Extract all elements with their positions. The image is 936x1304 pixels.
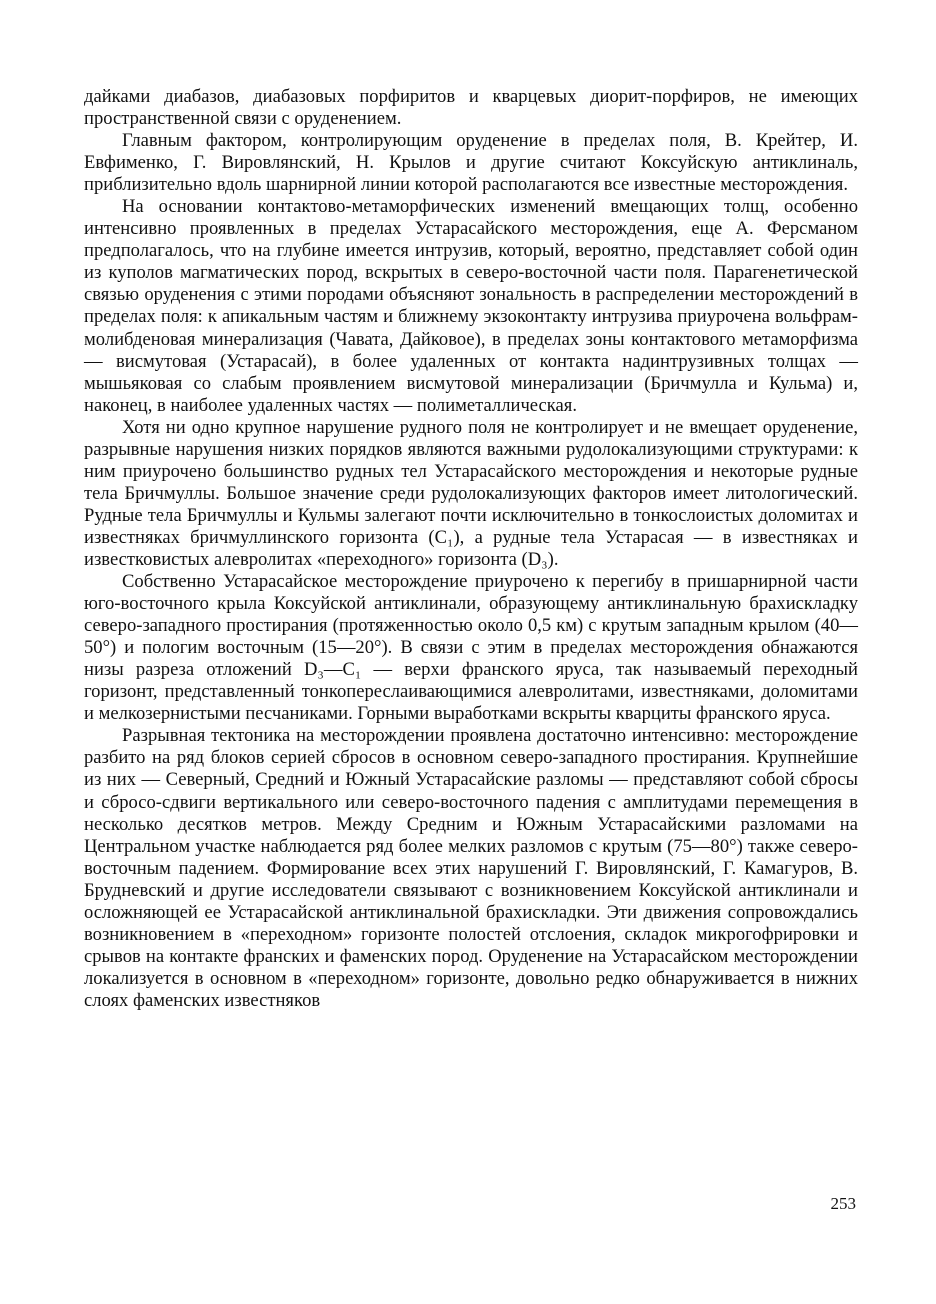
paragraph-5: Собственно Устарасайское месторождение приурочено к перегибу в пришарнирной части юго-восточного крыла Коксуйской антиклинали, образующему антиклинальную брахискладку северо-западного простирания (протяженностью около 0,5 км) с крутым западным крылом (40—50°) и пологим восточным (15—20°). В связи с этим в пределах месторождения обнажаются низы разреза отложений D₃—C₁ — верхи франского яруса, так называемый переходный горизонт, представленный тонкопереслаивающимися алевролитами, известняками, доломитами и мелкозернистыми песчаниками. Горными выработками вскрыты кварциты франского яруса. — [84, 571, 858, 725]
page-body — [84, 86, 858, 1012]
page-number: 253 — [830, 1194, 856, 1213]
paragraph-2: Главным фактором, контролирующим оруденение в пределах поля, В. Крейтер, И. Евфименко, Г. Вировлянский, Н. Крылов и другие считают Коксуйскую антиклиналь, приблизительно вдоль шарнирной линии которой располагаются все известные месторождения. — [84, 130, 858, 196]
paragraph-4: Хотя ни одно крупное нарушение рудного поля не контролирует и не вмещает оруденение, разрывные нарушения низких порядков являются важными рудолокализующими структурами: к ним приурочено большинство рудных тел Устарасайского месторождения и некоторые рудные тела Бричмуллы. Большое значение среди рудолокализующих факторов имеет литологический. Рудные тела Бричмуллы и Кульмы залегают почти исключительно в тонкослоистых доломитах и известняках бричмуллинского горизонта (C₁), а рудные тела Устарасая — в известняках и известковистых алевролитах «переходного» горизонта (D₃). — [84, 416, 858, 570]
paragraph-6: Разрывная тектоника на месторождении проявлена достаточно интенсивно: месторождение разбито на ряд блоков серией сбросов в основном северо-западного простирания. Крупнейшие из них — Северный, Средний и Южный Устарасайские разломы — представляют собой сбросы и сбросо-сдвиги вертикального или северо-восточного падения с амплитудами перемещения в несколько десятков метров. Между Средним и Южным Устарасайскими разломами на Центральном участке наблюдается ряд более мелких разломов с крутым (75—80°) также северо-восточным падением. Формирование всех этих нарушений Г. Вировлянский, Г. Камагуров, В. Брудневский и другие исследователи связывают с возникновением Коксуйской антиклинали и осложняющей ее Устарасайской антиклинальной брахискладки. Эти движения сопровождались возникновением в «переходном» горизонте полостей отслоения, складок микрогофрировки и срывов на контакте франских и фаменских пород. Оруденение на Устарасайском месторождении локализуется в основном в «переходном» горизонте, довольно редко обнаруживается в нижних слоях фаменских известняков — [84, 725, 858, 1011]
paragraph-3: На основании контактово-метаморфических изменений вмещающих толщ, особенно интенсивно проявленных в пределах Устарасайского месторождения, еще А. Ферсманом предполагалось, что на глубине имеется интрузив, который, вероятно, представляет собой один из куполов магматических пород, вскрытых в северо-восточной части поля. Парагенетической связью оруденения с этими породами объясняют зональность в распределении месторождений в пределах поля: к апикальным частям и ближнему экзоконтакту интрузива приурочена вольфрам-молибденовая минерализация (Чавата, Дайковое), в пределах зоны контактового метаморфизма — висмутовая (Устарасай), в более удаленных от контакта надинтрузивных толщах — мышьяковая со слабым проявлением висмутовой минерализации (Бричмулла и Кульма) и, наконец, в наиболее удаленных частях — полиметаллическая. — [84, 196, 858, 416]
paragraph-1: дайками диабазов, диабазовых порфиритов и кварцевых диорит-порфиров, не имеющих пространственной связи с оруденением. — [84, 86, 858, 130]
